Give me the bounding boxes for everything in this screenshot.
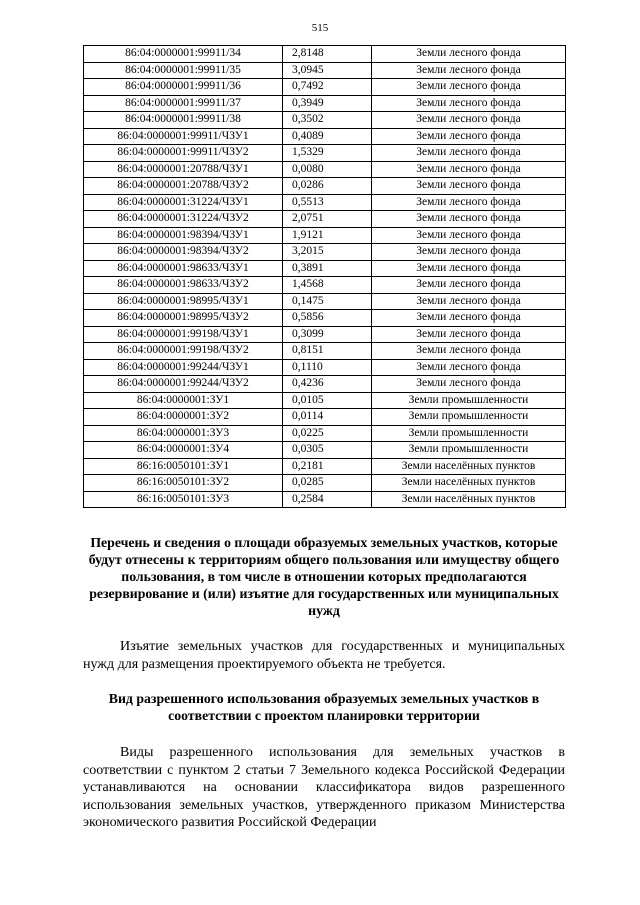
table-row	[84, 326, 566, 343]
land-category-cell: Земли промышленности	[372, 425, 566, 442]
table-row	[84, 161, 566, 178]
cadastral-number-cell: 86:04:0000001:20788/ЧЗУ1	[84, 161, 283, 178]
land-category-cell: Земли лесного фонда	[372, 359, 566, 376]
table-row	[84, 359, 566, 376]
table-row	[84, 475, 566, 492]
table-row	[84, 376, 566, 393]
area-cell: 1,5329	[283, 145, 372, 162]
cadastral-number-cell: 86:04:0000001:99911/36	[84, 79, 283, 96]
cadastral-number-cell: 86:04:0000001:ЗУ1	[84, 392, 283, 409]
table-row	[84, 458, 566, 475]
section-heading-public-use: Перечень и сведения о площади образуемых земельных участков, которые будут отнесены к территориям общего пользования или имуществу общего пользования, в том числе в отношении которых предполагаются резервирование и (или) изъятие для государственных или муниципальных нужд	[88, 535, 560, 618]
land-category-cell: Земли лесного фонда	[372, 178, 566, 195]
cadastral-number-cell: 86:04:0000001:99911/37	[84, 95, 283, 112]
cadastral-number-cell: 86:04:0000001:98995/ЧЗУ1	[84, 293, 283, 310]
table-row	[84, 145, 566, 162]
table-row	[84, 112, 566, 129]
area-cell: 0,3891	[283, 260, 372, 277]
table-row	[84, 128, 566, 145]
land-parcels-table	[83, 45, 566, 508]
area-cell: 0,4089	[283, 128, 372, 145]
page-number: 515	[311, 22, 329, 34]
land-category-cell: Земли населённых пунктов	[372, 475, 566, 492]
cadastral-number-cell: 86:04:0000001:99911/35	[84, 62, 283, 79]
table-row	[84, 46, 566, 63]
cadastral-number-cell: 86:04:0000001:98995/ЧЗУ2	[84, 310, 283, 327]
cadastral-number-cell: 86:04:0000001:98394/ЧЗУ2	[84, 244, 283, 261]
cadastral-number-cell: 86:04:0000001:98633/ЧЗУ1	[84, 260, 283, 277]
table-row	[84, 293, 566, 310]
table-row	[84, 409, 566, 426]
land-category-cell: Земли лесного фонда	[372, 376, 566, 393]
cadastral-number-cell: 86:04:0000001:20788/ЧЗУ2	[84, 178, 283, 195]
paragraph-permitted-use: Виды разрешенного использования для земельных участков в соответствии с пунктом 2 статьи 7 Земельного кодекса Российской Федерации устанавливаются на основании классификатора видов разрешенного использования земельных участков, утвержденного приказом Министерства экономического развития Российской Федерации	[83, 745, 565, 830]
area-cell: 0,3949	[283, 95, 372, 112]
area-cell: 0,0105	[283, 392, 372, 409]
area-cell: 0,5856	[283, 310, 372, 327]
area-cell: 0,0080	[283, 161, 372, 178]
table-row	[84, 244, 566, 261]
table-row	[84, 491, 566, 508]
cadastral-number-cell: 86:04:0000001:ЗУ4	[84, 442, 283, 459]
table-row	[84, 260, 566, 277]
cadastral-number-cell: 86:04:0000001:ЗУ2	[84, 409, 283, 426]
land-category-cell: Земли лесного фонда	[372, 211, 566, 228]
cadastral-number-cell: 86:16:0050101:ЗУ2	[84, 475, 283, 492]
land-category-cell: Земли лесного фонда	[372, 161, 566, 178]
area-cell: 0,5513	[283, 194, 372, 211]
table-row	[84, 95, 566, 112]
area-cell: 0,3099	[283, 326, 372, 343]
area-cell: 0,3502	[283, 112, 372, 129]
area-cell: 2,0751	[283, 211, 372, 228]
area-cell: 0,0286	[283, 178, 372, 195]
cadastral-number-cell: 86:16:0050101:ЗУ3	[84, 491, 283, 508]
cadastral-number-cell: 86:04:0000001:31224/ЧЗУ2	[84, 211, 283, 228]
land-category-cell: Земли лесного фонда	[372, 62, 566, 79]
land-category-cell: Земли лесного фонда	[372, 95, 566, 112]
cadastral-number-cell: 86:04:0000001:31224/ЧЗУ1	[84, 194, 283, 211]
paragraph-seizure: Изъятие земельных участков для государственных и муниципальных нужд для размещения проектируемого объекта не требуется.	[83, 639, 565, 672]
area-cell: 1,9121	[283, 227, 372, 244]
cadastral-number-cell: 86:04:0000001:99198/ЧЗУ1	[84, 326, 283, 343]
cadastral-number-cell: 86:04:0000001:98633/ЧЗУ2	[84, 277, 283, 294]
cadastral-number-cell: 86:04:0000001:99911/34	[84, 46, 283, 63]
land-parcels-table-body	[84, 46, 566, 508]
land-category-cell: Земли лесного фонда	[372, 145, 566, 162]
table-row	[84, 310, 566, 327]
area-cell: 3,2015	[283, 244, 372, 261]
area-cell: 2,8148	[283, 46, 372, 63]
table-row	[84, 277, 566, 294]
land-category-cell: Земли лесного фонда	[372, 194, 566, 211]
area-cell: 0,8151	[283, 343, 372, 360]
area-cell: 0,1110	[283, 359, 372, 376]
area-cell: 3,0945	[283, 62, 372, 79]
area-cell: 0,0225	[283, 425, 372, 442]
land-category-cell: Земли промышленности	[372, 409, 566, 426]
land-category-cell: Земли лесного фонда	[372, 343, 566, 360]
cadastral-number-cell: 86:04:0000001:99244/ЧЗУ1	[84, 359, 283, 376]
land-category-cell: Земли лесного фонда	[372, 260, 566, 277]
land-category-cell: Земли лесного фонда	[372, 277, 566, 294]
land-category-cell: Земли населённых пунктов	[372, 458, 566, 475]
cadastral-number-cell: 86:04:0000001:99244/ЧЗУ2	[84, 376, 283, 393]
section-heading-permitted-use: Вид разрешенного использования образуемых земельных участков в соответствии с проектом планировки территории	[108, 691, 540, 723]
table-row	[84, 62, 566, 79]
land-category-cell: Земли лесного фонда	[372, 112, 566, 129]
table-row	[84, 227, 566, 244]
cadastral-number-cell: 86:04:0000001:99911/38	[84, 112, 283, 129]
land-category-cell: Земли лесного фонда	[372, 227, 566, 244]
cadastral-number-cell: 86:04:0000001:99911/ЧЗУ1	[84, 128, 283, 145]
table-row	[84, 178, 566, 195]
cadastral-number-cell: 86:04:0000001:98394/ЧЗУ1	[84, 227, 283, 244]
area-cell: 0,2181	[283, 458, 372, 475]
area-cell: 0,7492	[283, 79, 372, 96]
land-category-cell: Земли лесного фонда	[372, 293, 566, 310]
land-category-cell: Земли лесного фонда	[372, 244, 566, 261]
area-cell: 0,4236	[283, 376, 372, 393]
land-category-cell: Земли лесного фонда	[372, 79, 566, 96]
land-category-cell: Земли населённых пунктов	[372, 491, 566, 508]
table-row	[84, 392, 566, 409]
land-category-cell: Земли промышленности	[372, 442, 566, 459]
area-cell: 0,0114	[283, 409, 372, 426]
table-row	[84, 442, 566, 459]
area-cell: 0,1475	[283, 293, 372, 310]
area-cell: 1,4568	[283, 277, 372, 294]
table-row	[84, 79, 566, 96]
cadastral-number-cell: 86:04:0000001:99911/ЧЗУ2	[84, 145, 283, 162]
table-row	[84, 194, 566, 211]
table-row	[84, 343, 566, 360]
land-category-cell: Земли промышленности	[372, 392, 566, 409]
area-cell: 0,2584	[283, 491, 372, 508]
land-category-cell: Земли лесного фонда	[372, 310, 566, 327]
cadastral-number-cell: 86:04:0000001:99198/ЧЗУ2	[84, 343, 283, 360]
table-row	[84, 425, 566, 442]
area-cell: 0,0305	[283, 442, 372, 459]
land-category-cell: Земли лесного фонда	[372, 46, 566, 63]
land-category-cell: Земли лесного фонда	[372, 326, 566, 343]
land-category-cell: Земли лесного фонда	[372, 128, 566, 145]
table-row	[84, 211, 566, 228]
area-cell: 0,0285	[283, 475, 372, 492]
cadastral-number-cell: 86:04:0000001:ЗУ3	[84, 425, 283, 442]
cadastral-number-cell: 86:16:0050101:ЗУ1	[84, 458, 283, 475]
